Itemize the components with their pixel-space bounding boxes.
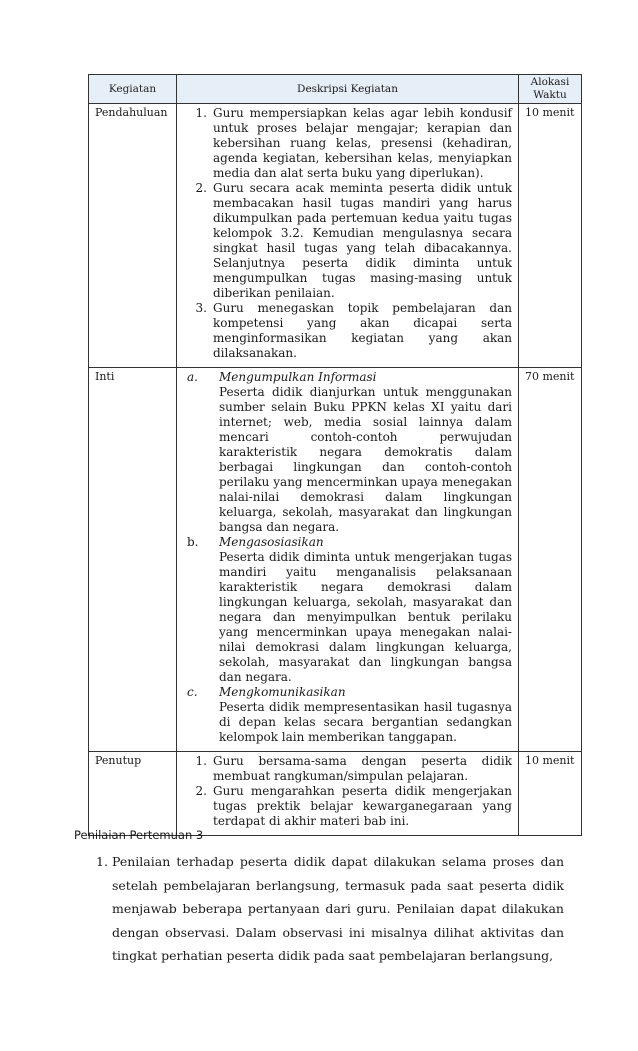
header-activity: Kegiatan — [89, 75, 177, 104]
time-allocation: 10 menit — [519, 752, 582, 836]
list-item — [181, 106, 512, 181]
lesson-activity-table — [88, 74, 582, 836]
item-text: Guru bersama-sama dengan peserta didik membuat rangkuman/simpulan pelajaran. — [213, 754, 512, 783]
item-text: Peserta didik mempresentasikan hasil tugasnya di depan kelas secara bergantian sedangkan kelompok lain memberikan tanggapan. — [219, 700, 512, 744]
phase-label: Penutup — [89, 752, 177, 836]
item-text: Guru mempersiapkan kelas agar lebih kondusif untuk proses belajar mengajar; kerapian dan kebersihan ruang kelas, presensi (kehadiran, agenda kegiatan, kebersihan kelas, menyiapkan media dan alat serta buku yang diperlukan). — [213, 106, 512, 180]
list-item — [181, 301, 512, 361]
item-text: Guru menegaskan topik pembelajaran dan kompetensi yang akan dicapai serta menginformasikan kegiatan yang akan dilaksanakan. — [213, 301, 512, 360]
paragraph-marker: 1. — [96, 854, 108, 869]
item-marker: 2. — [195, 181, 207, 195]
item-text: Guru secara acak meminta peserta didik untuk membacakan hasil tugas mandiri yang harus dikumpulkan pada pertemuan kedua yaitu tugas kelompok 3.2. Kemudian mengulasnya secara singkat hasil tugas yang telah dibacakannya. Selanjutnya peserta didik diminta untuk mengumpulkan tugas masing-masing untuk diberikan penilaian. — [213, 181, 512, 300]
item-text: Peserta didik diminta untuk mengerjakan tugas mandiri yaitu menganalisis pelaksanaan karakteristik negara demokrasi dalam lingkungan keluarga, sekolah, masyarakat dan negara dan menyimpulkan bentuk perilaku yang mencerminkan upaya menegakan nalai-nilai demokrasi dalam lingkungan keluarga, sekolah, masyarakat dan lingkungan bangsa dan negara. — [219, 550, 512, 684]
item-marker: c. — [187, 685, 198, 699]
table-header-row — [89, 75, 582, 104]
item-title: Mengumpulkan Informasi — [219, 370, 377, 384]
assessment-paragraph — [96, 850, 564, 968]
item-marker: 3. — [195, 301, 207, 315]
phase-description — [177, 104, 519, 368]
table-row-penutup — [89, 752, 582, 836]
list-item — [181, 685, 512, 745]
item-marker: 1. — [195, 754, 207, 768]
time-allocation: 70 menit — [519, 368, 582, 752]
header-time: Alokasi Waktu — [519, 75, 582, 104]
phase-label: Pendahuluan — [89, 104, 177, 368]
item-title: Mengasosiasikan — [219, 535, 324, 549]
list-item — [181, 370, 512, 535]
item-marker: a. — [187, 370, 198, 384]
list-item — [181, 754, 512, 784]
time-allocation: 10 menit — [519, 104, 582, 368]
phase-description — [177, 368, 519, 752]
paragraph-text: Penilaian terhadap peserta didik dapat dilakukan selama proses dan setelah pembelajaran berlangsung, termasuk pada saat peserta didik menjawab beberapa pertanyaan dari guru. Penilaian dapat dilakukan dengan observasi. Dalam observasi ini misalnya dilihat aktivitas dan tingkat perhatian peserta didik pada saat pembelajaran berlangsung, — [112, 854, 564, 963]
list-item — [181, 535, 512, 685]
section-title: Penilaian Pertemuan 3 — [74, 828, 204, 842]
item-marker: 2. — [195, 784, 207, 798]
item-marker: 1. — [195, 106, 207, 120]
item-title: Mengkomunikasikan — [219, 685, 346, 699]
header-description: Deskripsi Kegiatan — [177, 75, 519, 104]
item-text: Guru mengarahkan peserta didik mengerjakan tugas prektik belajar kewarganegaraan yang terdapat di akhir materi bab ini. — [213, 784, 512, 828]
list-item — [181, 784, 512, 829]
item-marker: b. — [187, 535, 199, 549]
table-row-pendahuluan — [89, 104, 582, 368]
phase-label: Inti — [89, 368, 177, 752]
table-row-inti — [89, 368, 582, 752]
phase-description — [177, 752, 519, 836]
item-text: Peserta didik dianjurkan untuk menggunakan sumber selain Buku PPKN kelas XI yaitu dari internet; web, media sosial lainnya dalam mencari contoh-contoh perwujudan karakteristik negara demokratis dalam berbagai lingkungan dan contoh-contoh perilaku yang mencerminkan upaya menegakan nalai-nilai demokrasi dalam lingkungan keluarga, sekolah, masyarakat dan lingkungan bangsa dan negara. — [219, 385, 512, 534]
list-item — [181, 181, 512, 301]
